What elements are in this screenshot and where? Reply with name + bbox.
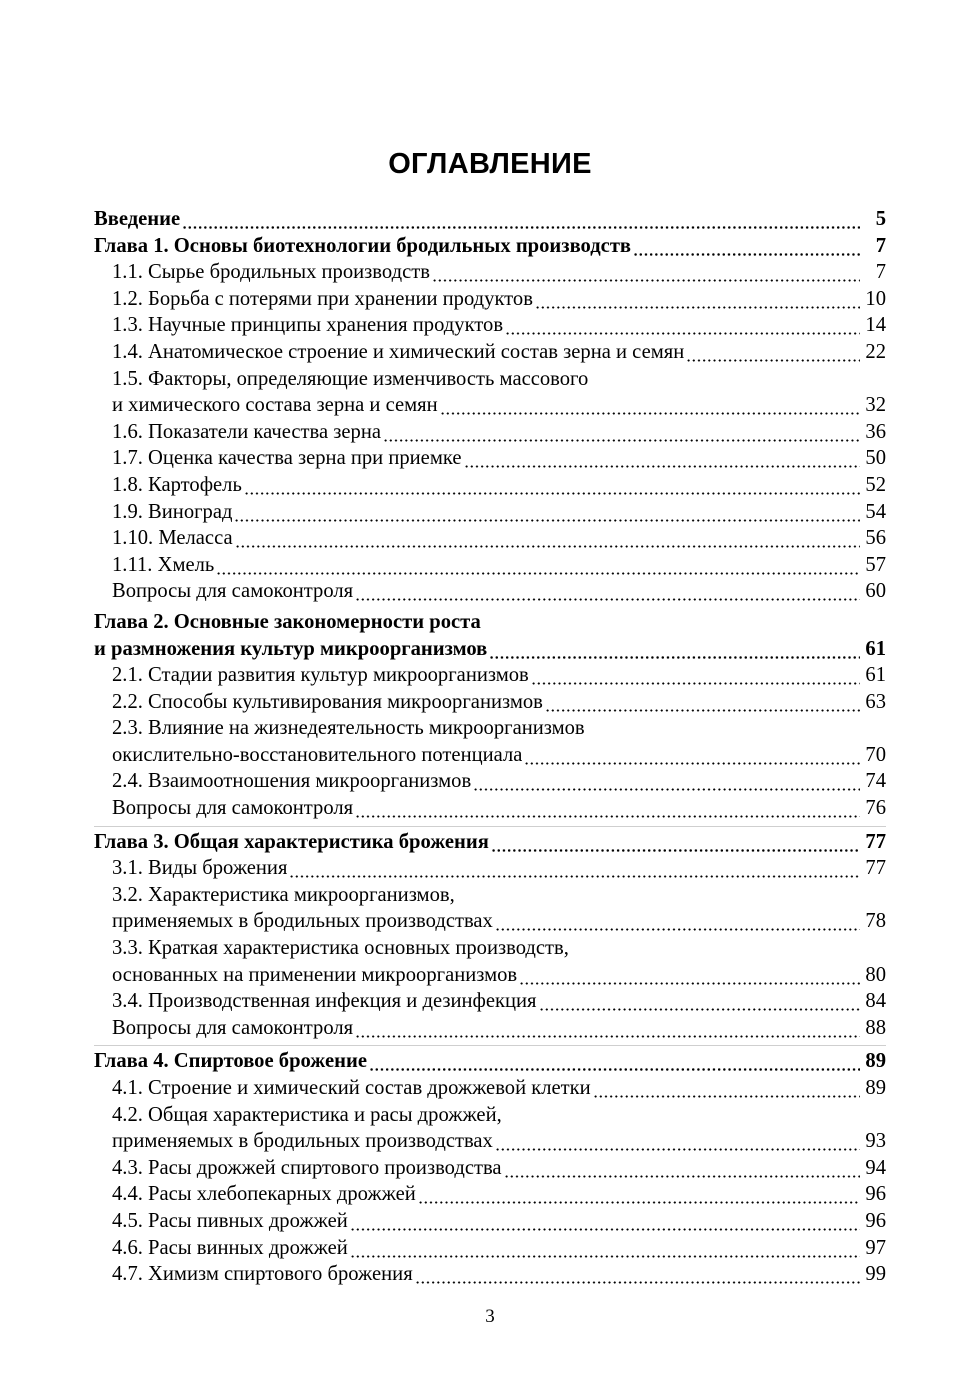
dot-leader <box>504 1155 860 1182</box>
toc-entry-line1[interactable] <box>112 935 886 962</box>
toc-entry-title: 2.3. Влияние на жизнедеятельность микроорганизмов <box>112 717 585 740</box>
chapter-page: 61 <box>865 637 886 660</box>
toc-entry[interactable] <box>112 499 886 526</box>
toc-entry[interactable] <box>112 908 886 935</box>
toc-entry[interactable] <box>112 445 886 472</box>
chapter-page: 89 <box>865 1050 886 1073</box>
toc-entry[interactable] <box>112 1015 886 1042</box>
dot-leader <box>464 445 861 472</box>
toc-entry[interactable] <box>112 662 886 689</box>
dot-leader <box>440 392 860 419</box>
dot-leader <box>491 829 860 856</box>
chapter-3-items <box>94 855 886 1041</box>
toc-entry[interactable] <box>112 768 886 795</box>
toc-entry-page: 97 <box>865 1236 886 1259</box>
toc-entry-title: 1.10. Меласса <box>112 527 233 550</box>
toc-entry-intro[interactable] <box>94 206 886 233</box>
toc-entry-title: 2.2. Способы культивирования микроорганизмов <box>112 690 543 713</box>
toc-entry-page: 88 <box>865 1016 886 1039</box>
dot-leader <box>531 662 860 689</box>
toc-entry-page: 14 <box>865 314 886 337</box>
toc-entry[interactable] <box>112 1235 886 1262</box>
toc-entry-line1[interactable] <box>112 366 886 393</box>
toc-entry-page: 63 <box>865 690 886 713</box>
dot-leader <box>545 689 860 716</box>
dot-leader <box>495 908 860 935</box>
toc-entry-page: 57 <box>865 553 886 576</box>
toc-entry-line1[interactable] <box>112 715 886 742</box>
toc-entry-title: Вопросы для самоконтроля <box>112 797 354 820</box>
toc-entry[interactable] <box>112 259 886 286</box>
chapter-1-group <box>94 206 886 263</box>
dot-leader <box>355 795 860 822</box>
toc-entry-title: 4.4. Расы хлебопекарных дрожжей <box>112 1183 416 1206</box>
toc-entry-page: 77 <box>865 857 886 880</box>
toc-entry[interactable] <box>112 1181 886 1208</box>
toc-entry[interactable] <box>112 339 886 366</box>
dot-leader <box>524 742 860 769</box>
toc-entry[interactable] <box>112 392 886 419</box>
toc-entry[interactable] <box>112 525 886 552</box>
toc-entry-title: Вопросы для самоконтроля <box>112 1016 354 1039</box>
toc-entry-title: 2.4. Взаимоотношения микроорганизмов <box>112 770 472 793</box>
dot-leader <box>489 636 860 663</box>
dot-leader <box>350 1208 860 1235</box>
toc-entry-title-cont: основанных на применении микроорганизмов <box>112 963 518 986</box>
toc-entry-page: 54 <box>865 500 886 523</box>
toc-entry-page: 78 <box>865 910 886 933</box>
chapter-title: Глава 2. Основные закономерности роста <box>94 610 481 633</box>
chapter-4-group <box>94 1045 886 1291</box>
toc-entry-title: 1.2. Борьба с потерями при хранении продуктов <box>112 287 533 310</box>
dot-leader <box>539 988 860 1015</box>
toc-entry-title: 1.3. Научные принципы хранения продуктов <box>112 314 504 337</box>
toc-entry-title: 3.1. Виды брожения <box>112 857 288 880</box>
toc-entry-page: 70 <box>865 743 886 766</box>
dot-leader <box>289 855 860 882</box>
toc-entry-title: 1.8. Картофель <box>112 473 242 496</box>
toc-entry[interactable] <box>112 286 886 313</box>
dot-leader <box>182 206 860 233</box>
toc-entry[interactable] <box>112 795 886 822</box>
toc-entry-title-cont: и химического состава зерна и семян <box>112 394 438 417</box>
dot-leader <box>633 233 860 260</box>
chapter-1-items <box>94 259 886 609</box>
toc-entry-title: 3.2. Характеристика микроорганизмов, <box>112 883 455 906</box>
toc-entry-page: 50 <box>865 447 886 470</box>
chapter-2-group <box>94 609 886 826</box>
dot-leader <box>415 1261 860 1288</box>
dot-leader <box>369 1048 860 1075</box>
dot-leader <box>473 768 860 795</box>
toc-entry-title: 1.9. Виноград <box>112 500 233 523</box>
toc-entry[interactable] <box>112 1128 886 1155</box>
toc-entry[interactable] <box>112 988 886 1015</box>
dot-leader <box>350 1235 860 1262</box>
toc-entry[interactable] <box>112 1208 886 1235</box>
toc-entry[interactable] <box>112 962 886 989</box>
toc-entry-title: 1.4. Анатомическое строение и химический состав зерна и семян <box>112 340 685 363</box>
toc-entry-page: 56 <box>865 527 886 550</box>
table-of-contents <box>94 206 886 1292</box>
chapter-page: 7 <box>875 234 886 257</box>
toc-entry[interactable] <box>112 312 886 339</box>
toc-entry-line1[interactable] <box>112 882 886 909</box>
toc-chapter-2-line1[interactable] <box>94 609 886 636</box>
dot-leader <box>505 312 860 339</box>
dot-leader <box>418 1181 860 1208</box>
toc-entry-title: 3.4. Производственная инфекция и дезинфекция <box>112 990 537 1013</box>
dot-leader <box>216 552 860 579</box>
dot-leader <box>519 962 860 989</box>
toc-entry-title: 4.6. Расы винных дрожжей <box>112 1236 348 1259</box>
chapter-title-cont: и размножения культур микроорганизмов <box>94 637 488 660</box>
dot-leader <box>235 525 860 552</box>
toc-entry-title: 1.5. Факторы, определяющие изменчивость массового <box>112 367 589 390</box>
dot-leader <box>355 578 860 605</box>
toc-entry-title: Введение <box>94 208 181 230</box>
toc-entry-title: 2.1. Стадии развития культур микроорганизмов <box>112 664 529 687</box>
dot-leader <box>686 339 860 366</box>
toc-entry-title: 4.3. Расы дрожжей спиртового производства <box>112 1156 502 1179</box>
toc-entry-title: 3.3. Краткая характеристика основных производств, <box>112 937 569 960</box>
toc-entry-page: 93 <box>865 1130 886 1153</box>
dot-leader <box>593 1075 860 1102</box>
toc-entry[interactable] <box>112 1155 886 1182</box>
toc-entry-page: 7 <box>875 261 886 284</box>
toc-entry[interactable] <box>112 552 886 579</box>
toc-entry[interactable] <box>112 578 886 605</box>
toc-entry-title: 4.1. Строение и химический состав дрожжевой клетки <box>112 1077 591 1099</box>
page-number: 3 <box>485 1306 495 1327</box>
toc-entry-title: 1.6. Показатели качества зерна <box>112 420 382 443</box>
toc-entry-page: 84 <box>865 990 886 1013</box>
chapter-title: Глава 3. Общая характеристика брожения <box>94 830 489 853</box>
dot-leader <box>234 499 860 526</box>
toc-entry-page: 89 <box>865 1077 886 1099</box>
toc-entry-page: 96 <box>865 1209 886 1232</box>
toc-entry-line1[interactable] <box>112 1102 886 1129</box>
toc-entry-title: 4.2. Общая характеристика и расы дрожжей, <box>112 1103 502 1126</box>
chapter-page: 77 <box>865 830 886 853</box>
toc-entry[interactable] <box>112 1075 886 1102</box>
chapter-title: Глава 1. Основы биотехнологии бродильных производств <box>94 234 632 257</box>
toc-entry-page: 36 <box>865 420 886 443</box>
toc-entry-page: 96 <box>865 1183 886 1206</box>
page-title: ОГЛАВЛЕНИЕ <box>388 148 592 180</box>
toc-entry[interactable] <box>112 472 886 499</box>
toc-entry-title: 1.11. Хмель <box>112 553 215 576</box>
toc-entry-title: Вопросы для самоконтроля <box>112 580 354 603</box>
chapter-4-items <box>94 1075 886 1288</box>
toc-entry-page: 99 <box>865 1263 886 1286</box>
chapter-title: Глава 4. Спиртовое брожение <box>94 1050 367 1073</box>
toc-entry-page: 61 <box>865 664 886 687</box>
toc-chapter-4[interactable] <box>94 1048 886 1075</box>
toc-entry-page: 76 <box>865 797 886 820</box>
toc-entry-page: 22 <box>865 340 886 363</box>
dot-leader <box>432 259 860 286</box>
toc-entry-page: 10 <box>865 287 886 310</box>
toc-entry-title: 1.7. Оценка качества зерна при приемке <box>112 447 462 470</box>
toc-entry-title-cont: применяемых в бродильных производствах <box>112 1130 493 1153</box>
toc-entry-title: 1.1. Сырье бродильных производств <box>112 261 430 284</box>
dot-leader <box>495 1128 860 1155</box>
toc-entry-title-cont: применяемых в бродильных производствах <box>112 910 493 933</box>
toc-entry-page: 5 <box>875 208 886 230</box>
dot-leader <box>535 286 860 313</box>
toc-entry[interactable] <box>112 1261 886 1288</box>
toc-chapter-2[interactable] <box>94 636 886 663</box>
chapter-3-group <box>94 826 886 1046</box>
chapter-2-items <box>94 662 886 822</box>
toc-entry[interactable] <box>112 742 886 769</box>
dot-leader <box>383 419 860 446</box>
toc-entry-page: 60 <box>865 580 886 603</box>
toc-entry-page: 32 <box>865 394 886 417</box>
toc-entry-page: 74 <box>865 770 886 793</box>
toc-entry-page: 80 <box>865 963 886 986</box>
dot-leader <box>355 1015 860 1042</box>
toc-chapter-3[interactable] <box>94 829 886 856</box>
toc-entry-title-cont: окислительно-восстановительного потенциала <box>112 743 523 766</box>
toc-entry[interactable] <box>112 419 886 446</box>
toc-entry-title: 4.5. Расы пивных дрожжей <box>112 1209 348 1232</box>
toc-chapter-1[interactable] <box>94 233 886 260</box>
toc-entry[interactable] <box>112 689 886 716</box>
toc-entry-page: 94 <box>865 1156 886 1179</box>
dot-leader <box>244 472 860 499</box>
toc-entry-page: 52 <box>865 473 886 496</box>
toc-entry[interactable] <box>112 855 886 882</box>
toc-entry-title: 4.7. Химизм спиртового брожения <box>112 1263 413 1286</box>
